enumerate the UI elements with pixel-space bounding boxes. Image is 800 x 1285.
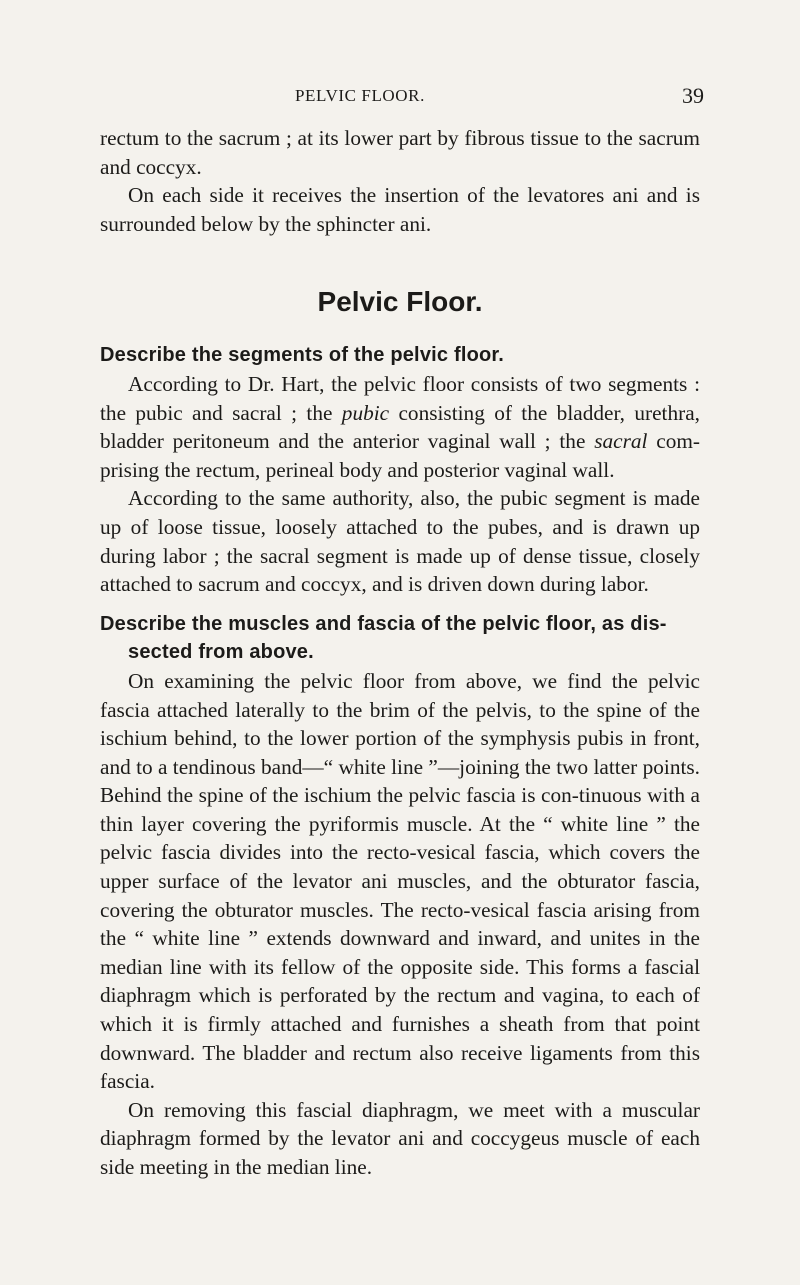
- running-head: [0, 83, 800, 110]
- question-heading: Describe the segments of the pelvic floor.: [100, 344, 505, 367]
- answer-paragraph: On removing this fascial diaphragm, we meet with a muscular diaphragm formed by the levator ani and coccygeus muscle of each side meeting in the median line.: [100, 1097, 700, 1179]
- answer-text: com-prising the rectum, perineal body and posterior vaginal wall.: [100, 429, 700, 482]
- running-title: PELVIC FLOOR.: [295, 86, 425, 105]
- page-body: [100, 124, 700, 1182]
- section-title: Pelvic Floor.: [317, 286, 483, 318]
- answer-paragraph: On examining the pelvic floor from above, we find the pelvic fascia attached laterally to the brim of the pelvis, to the spine of the ischium behind, to the lower portion of the symphysis pubis in front, and to a tendinous band—“ white line ”—joining the two latter points. Behind the spine of the ischium the pelvic fascia is con-tinuous with a thin layer covering the pyriformis muscle. At the “ white line ” the pelvic fascia divides into the recto-vesical fascia, which covers the upper surface of the levator ani muscles, and the obturator fascia, covering the obturator muscles. The recto-vesical fascia arising from the “ white line ” extends downward and inward, and unites in the median line with its fellow of the opposite side. This forms a fascial diaphragm which is perforated by the rectum and vagina, to each of which it is firmly attached and furnishes a sheath from that point downward. The bladder and rectum also receive ligaments from this fascia.: [100, 668, 700, 1094]
- intro-paragraph: rectum to the sacrum ; at its lower part by fibrous tissue to the sacrum and coccyx.: [100, 126, 700, 179]
- question-heading: Describe the muscles and fascia of the pelvic floor, as dis-sected from above.: [100, 612, 667, 664]
- italic-term-pubic: pubic: [341, 400, 390, 425]
- answer-text: consisting of the bladder, urethra, bladder peritoneum and the anterior vaginal wall ; the: [100, 400, 700, 454]
- answer-text: According to Dr. Hart, the pelvic floor consists of two segments : the pubic and sacral ; the: [100, 371, 700, 425]
- page-number: 39: [682, 83, 704, 108]
- italic-term-sacral: sacral: [594, 429, 648, 454]
- intro-paragraph: On each side it receives the insertion of the levatores ani and is surrounded below by the sphincter ani.: [100, 183, 700, 236]
- answer-paragraph: [100, 370, 700, 484]
- answer-paragraph: According to the same authority, also, the pubic segment is made up of loose tissue, loosely attached to the pubes, and is drawn up during labor ; the sacral segment is made up of dense tissue, closely attached to sacrum and coccyx, and is driven down during labor.: [100, 486, 700, 597]
